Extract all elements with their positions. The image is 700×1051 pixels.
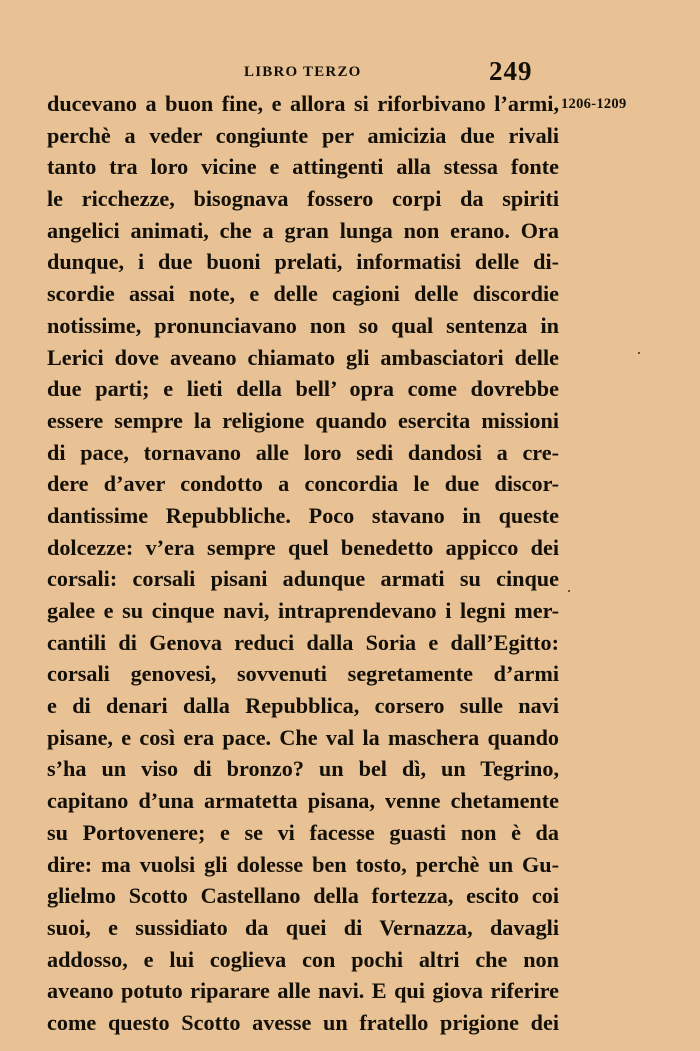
text-line: aveano potuto riparare alle navi. E qui giova riferire xyxy=(47,978,559,1004)
text-line: cantili di Genova reduci dalla Soria e dall’Egitto: xyxy=(47,629,559,655)
text-line: dolcezze: v’era sempre quel benedetto appicco dei xyxy=(47,534,559,560)
text-line: di pace, tornavano alle loro sedi dandosi a cre- xyxy=(47,439,559,465)
text-line: dunque, i due buoni prelati, informatisi delle di- xyxy=(47,249,559,275)
text-line: angelici animati, che a gran lunga non erano. Ora xyxy=(47,217,559,243)
text-line: tanto tra loro vicine e attingenti alla stessa fonte xyxy=(47,154,559,180)
text-line: suoi, e sussidiato da quei di Vernazza, davagli xyxy=(47,914,559,940)
text-line: due parti; e lieti della bell’ opra come dovrebbe xyxy=(47,376,559,402)
text-line: glielmo Scotto Castellano della fortezza, escito coi xyxy=(47,883,559,909)
text-line: come questo Scotto avesse un fratello prigione dei xyxy=(47,1009,559,1035)
text-line: addosso, e lui coglieva con pochi altri che non xyxy=(47,946,559,972)
text-line: corsali genovesi, sovvenuti segretamente d’armi xyxy=(47,661,559,687)
text-line: pisane, e così era pace. Che val la maschera quando xyxy=(47,724,559,750)
text-line: dire: ma vuolsi gli dolesse ben tosto, perchè un Gu- xyxy=(47,851,559,877)
text-line: le ricchezze, bisognava fossero corpi da spiriti xyxy=(47,186,559,212)
text-line: e di denari dalla Repubblica, corsero sulle navi xyxy=(47,693,559,719)
text-line: dere d’aver condotto a concordia le due discor- xyxy=(47,471,559,497)
margin-date-note: 1206-1209 xyxy=(561,96,627,112)
paper-speck xyxy=(638,352,640,354)
text-line: scordie assai note, e delle cagioni delle discordie xyxy=(47,281,559,307)
text-line: corsali: corsali pisani adunque armati su cinque xyxy=(47,566,559,592)
text-line: su Portovenere; e se vi facesse guasti non è da xyxy=(47,819,559,845)
text-line: s’ha un viso di bronzo? un bel dì, un Tegrino, xyxy=(47,756,559,782)
text-line: Lerici dove aveano chiamato gli ambasciatori delle xyxy=(47,344,559,370)
text-line: galee e su cinque navi, intraprendevano i legni mer- xyxy=(47,598,559,623)
page-number: 249 xyxy=(489,56,533,86)
running-title: LIBRO TERZO xyxy=(244,64,362,80)
text-line: ducevano a buon fine, e allora si riforbivano l’armi, xyxy=(47,91,559,116)
text-line: essere sempre la religione quando esercita missioni xyxy=(47,407,559,433)
text-line: notissime, pronunciavano non so qual sentenza in xyxy=(47,312,559,338)
text-line: perchè a veder congiunte per amicizia due rivali xyxy=(47,122,559,148)
text-line: capitano d’una armatetta pisana, venne chetamente xyxy=(47,788,559,814)
paper-speck xyxy=(568,590,570,592)
body-text xyxy=(47,88,559,1039)
text-line: dantissime Repubbliche. Poco stavano in queste xyxy=(47,502,559,528)
